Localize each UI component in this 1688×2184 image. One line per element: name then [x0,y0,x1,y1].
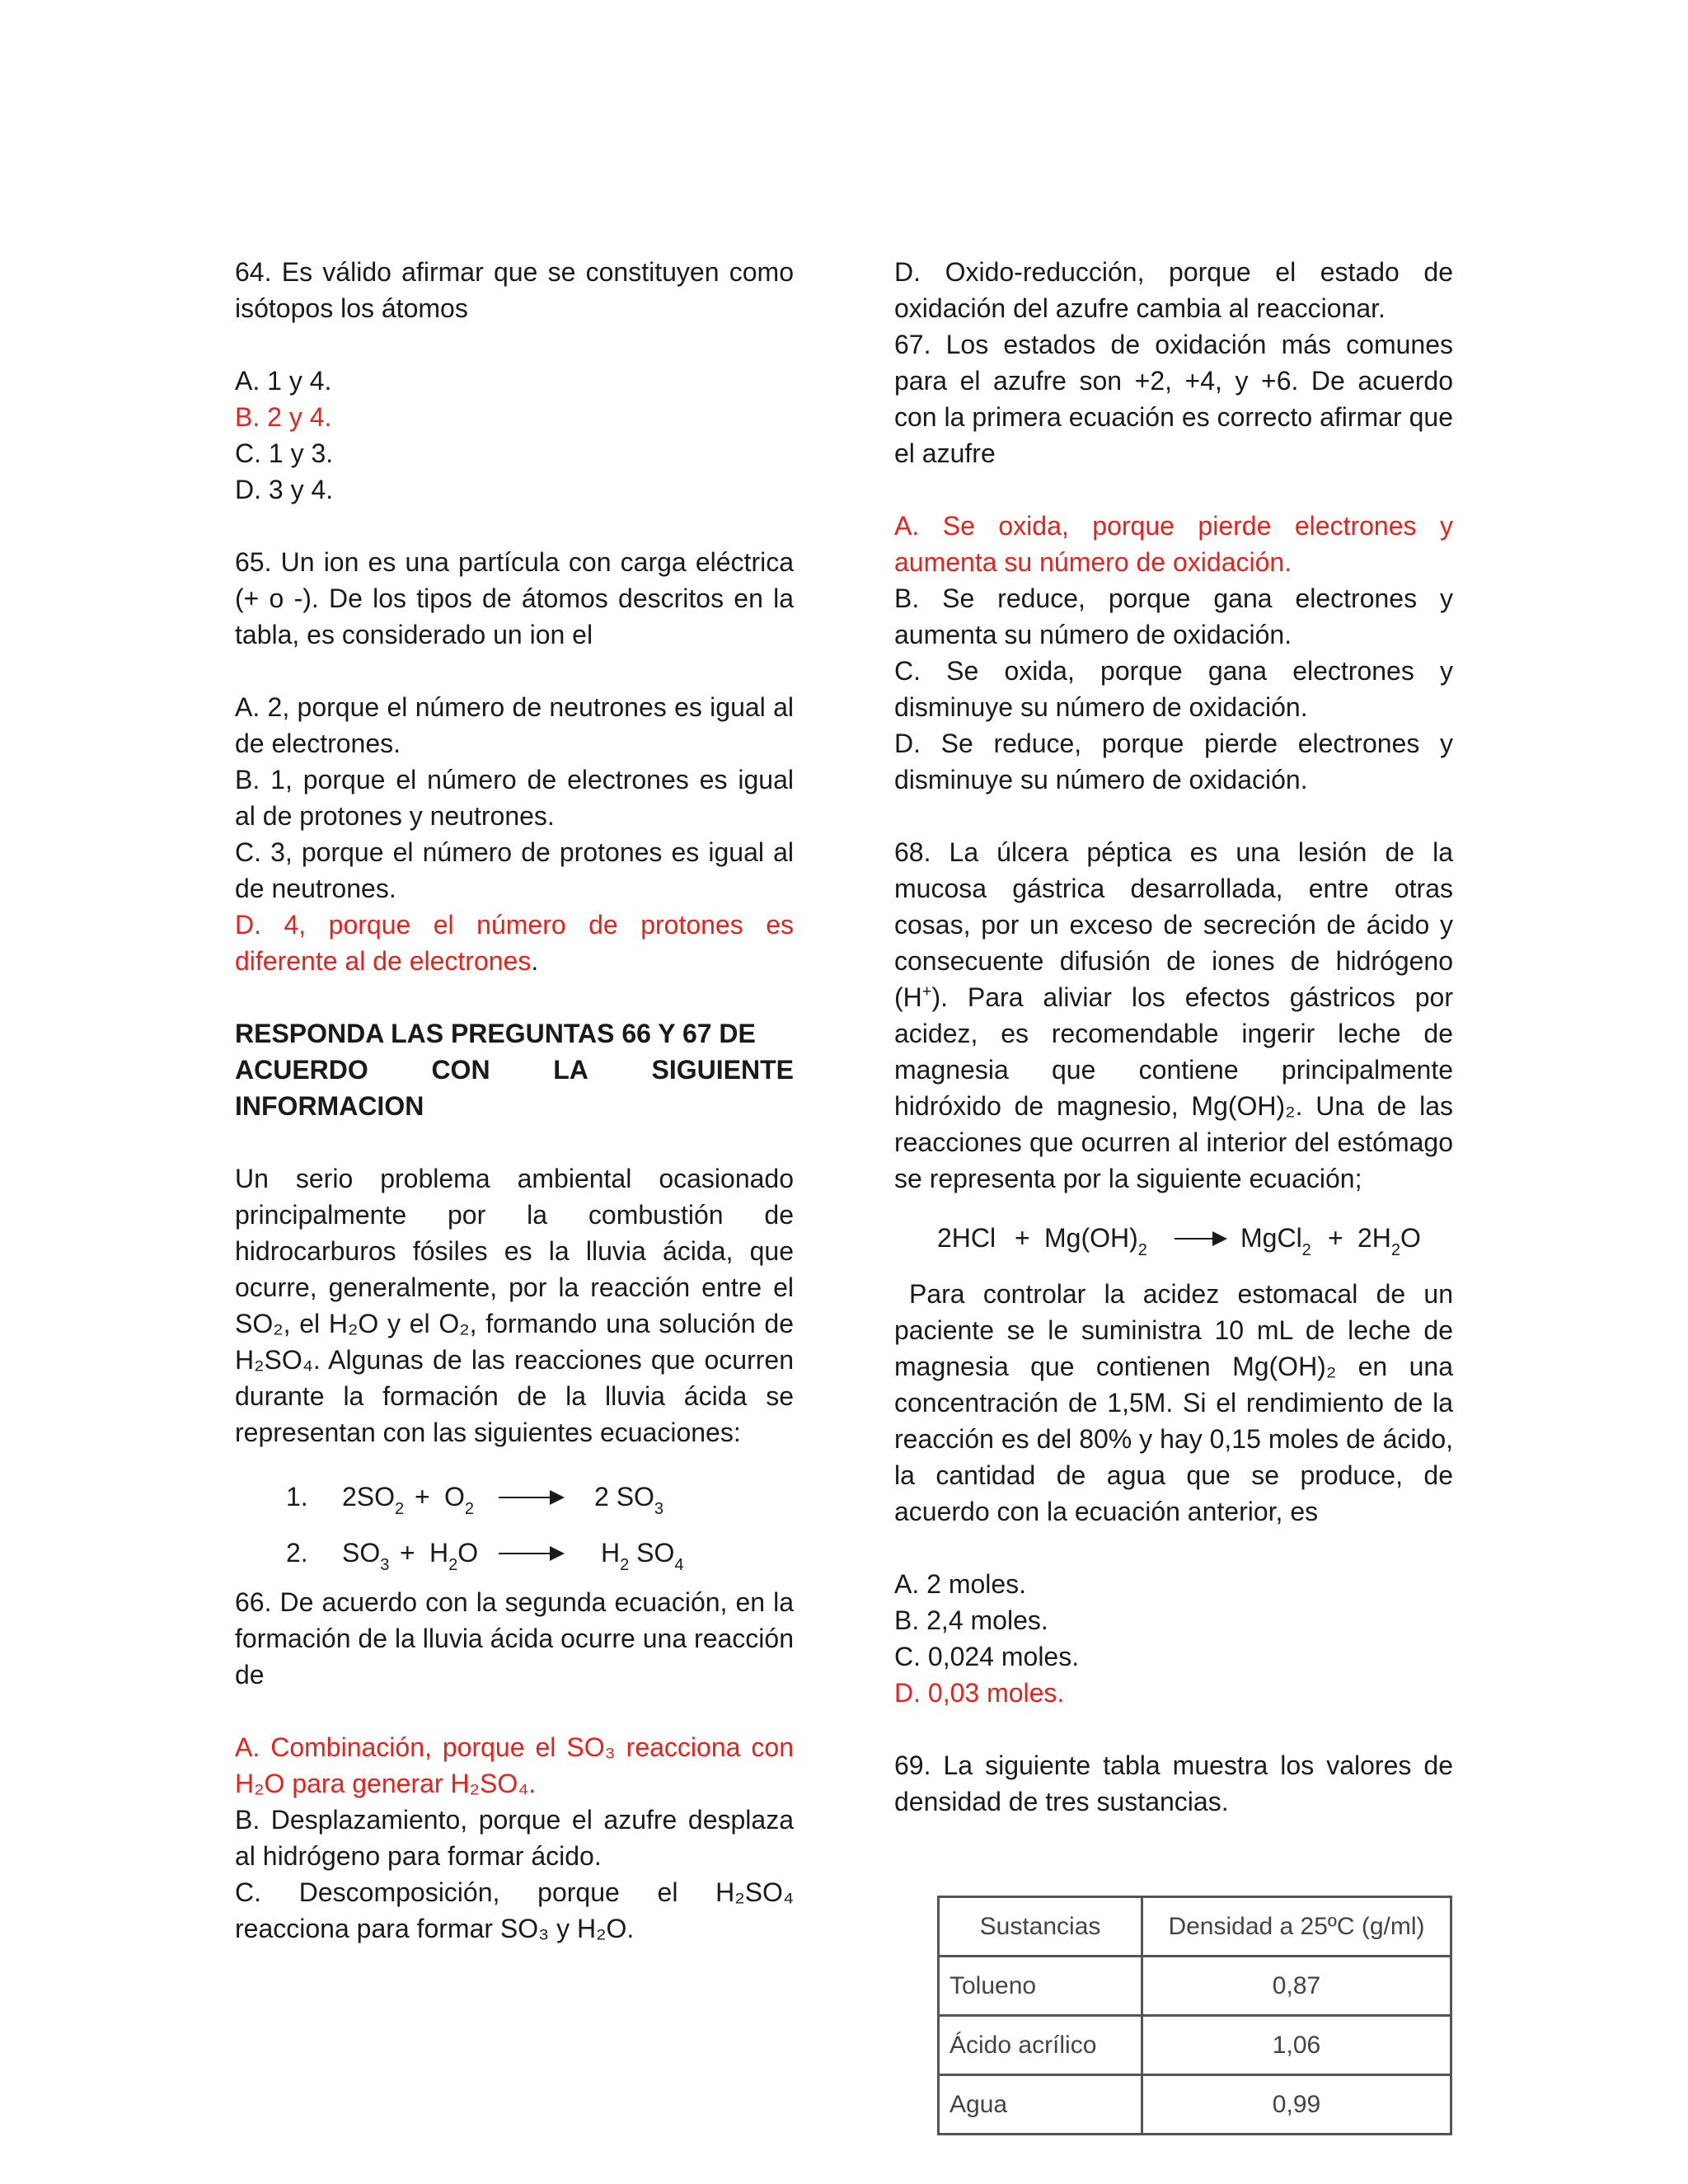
table-cell-density: 0,87 [1142,1957,1451,2016]
table-header-row [939,1897,1451,1957]
q64-option-a: A. 1 y 4. [235,366,332,396]
equation-2: 2. $SO_3$ + $H_2O$ $H_2$ $SO_4$ [286,1538,684,1574]
table-row [939,2075,1451,2135]
table-cell-density: 0,99 [1142,2075,1451,2135]
question-69-stem: 69. La siguiente tabla muestra los valores de densidad de tres sustancias. [894,1750,1453,1816]
section-heading-line1: RESPONDA LAS PREGUNTAS 66 Y 67 DE [235,1019,756,1048]
q64-option-c: C. 1 y 3. [235,438,334,468]
question-68-stem: 68. La úlcera péptica es una lesión de la mucosa gástrica desarrollada, entre otras cosas, por un exceso de secreción de ácido y consecuente difusión de iones de hidrógeno (H+). Para aliviar los efectos gástricos por acidez, es recomendable ingerir leche de magnesia que contiene principalmente hidróxido de magnesio, Mg(OH)₂. Una de las reacciones que ocurren al interior del estómago se representa por la siguiente ecuación; [894,837,1453,1193]
section-heading-line2: ACUERDO CON LA SIGUIENTE [235,1055,794,1085]
section-heading-line3: INFORMACION [235,1091,424,1121]
reaction-arrow [499,1497,563,1498]
q68-option-a: A. 2 moles. [894,1569,1027,1599]
left-column [235,254,794,1947]
q65-option-a: A. 2, porque el número de neutrones es igual al de electrones. [235,692,794,758]
table-cell-substance: Ácido acrílico [939,2016,1142,2075]
q66-option-d: D. Oxido-reducción, porque el estado de oxidación del azufre cambia al reaccionar. [894,257,1453,323]
table-header-sustancias: Sustancias [939,1897,1142,1957]
info-paragraph: Un serio problema ambiental ocasionado principalmente por la combustión de hidrocarburos fósiles es la lluvia ácida, que ocurre, generalmente, por la reacción entre el SO₂, el H₂O y el O₂, formando una solución de H₂SO₄. Algunas de las reacciones que ocurren durante la formación de la lluvia ácida se representan con las siguientes ecuaciones: [235,1164,794,1447]
q65-option-c: C. 3, porque el número de protones es igual al de neutrones. [235,837,794,903]
equation-1: 1. $2SO_2$ + $O_2$ 2 $SO_3$ [286,1482,664,1518]
table-header-densidad: Densidad a 25ºC (g/ml) [1142,1897,1451,1957]
q65-option-b: B. 1, porque el número de electrones es igual al de protones y neutrones. [235,765,794,831]
q68-option-b: B. 2,4 moles. [894,1605,1048,1635]
table-row [939,2016,1451,2075]
table-row [939,1957,1451,2016]
reaction-arrow [499,1553,563,1554]
question-66-stem: 66. De acuerdo con la segunda ecuación, en la formación de la lluvia ácida ocurre una reacción de [235,1587,794,1690]
question-65-stem: 65. Un ion es una partícula con carga eléctrica (+ o -). De los tipos de átomos descritos en la tabla, es considerado un ion el [235,547,794,649]
q67-option-d: D. Se reduce, porque pierde electrones y disminuye su número de oxidación. [894,729,1453,794]
q67-option-c: C. Se oxida, porque gana electrones y disminuye su número de oxidación. [894,656,1453,722]
table-cell-substance: Agua [939,2075,1142,2135]
q64-option-b-correct: B. 2 y 4. [235,402,332,432]
q67-option-a-correct: A. Se oxida, porque pierde electrones y aumenta su número de oxidación. [894,511,1453,577]
equation-q68: 2HCl + $Mg(OH)_2$ MgCl$_2$ + $2H_2O$ [937,1223,1421,1259]
q68-option-d-correct: D. 0,03 moles. [894,1678,1065,1708]
reaction-arrow [1175,1238,1226,1240]
q66-option-c: C. Descomposición, porque el H₂SO₄ reacciona para formar SO₃ y H₂O. [235,1877,794,1943]
q67-option-b: B. Se reduce, porque gana electrones y aumenta su número de oxidación. [894,583,1453,649]
question-67-stem: 67. Los estados de oxidación más comunes para el azufre son +2, +4, y +6. De acuerdo con la primera ecuación es correcto afirmar que el azufre [894,330,1453,468]
q66-option-a-correct: A. Combinación, porque el SO₃ reacciona con H₂O para generar H₂SO₄. [235,1732,794,1798]
table-cell-substance: Tolueno [939,1957,1142,2016]
table-cell-density: 1,06 [1142,2016,1451,2075]
q66-option-b: B. Desplazamiento, porque el azufre desplaza al hidrógeno para formar ácido. [235,1805,794,1871]
q65-option-d-correct: D. 4, porque el número de protones es diferente al de electrones. [235,910,794,976]
q68-option-c: C. 0,024 moles. [894,1642,1080,1671]
question-64-stem: 64. Es válido afirmar que se constituyen como isótopos los átomos [235,257,794,323]
density-table [937,1896,1452,2135]
q64-option-d: D. 3 y 4. [235,475,334,504]
q68-paragraph: Para controlar la acidez estomacal de un paciente se le suministra 10 mL de leche de magnesia que contienen Mg(OH)₂ en una concentración de 1,5M. Si el rendimiento de la reacción es del 80% y hay 0,15 moles de ácido, la cantidad de agua que se produce, de acuerdo con la ecuación anterior, es [894,1279,1453,1526]
right-column [894,254,1453,1820]
